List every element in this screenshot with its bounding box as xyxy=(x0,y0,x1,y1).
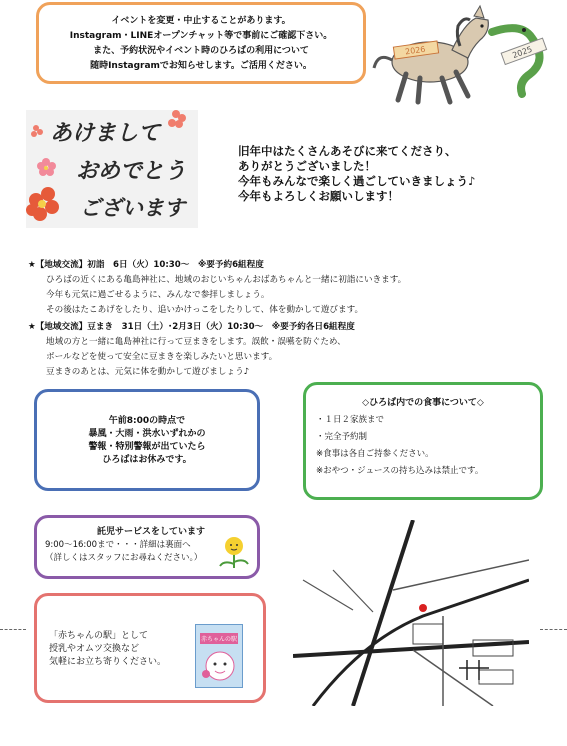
food-rules-title: ◇ひろば内での食事について◇ xyxy=(362,398,484,408)
greeting-line: 今年もよろしくお願いします！ xyxy=(238,189,399,203)
event-title: ★【地域交流】豆まき 31日（土）･2月3日（火）10:30～ ※要予約各日6組程度 xyxy=(28,322,355,332)
food-rule-item: ・完全予約制 xyxy=(316,432,368,442)
event-body xyxy=(28,335,548,380)
dandelion-icon xyxy=(214,534,254,570)
badge-title: 赤ちゃんの駅 xyxy=(200,633,238,644)
closure-line: 警報・特別警報が出ていたら xyxy=(88,442,206,452)
new-year-line-2: おめでとう xyxy=(76,158,187,184)
event-line: ひろばの近くにある亀島神社に、地域のおじいちゃんおばあちゃんと一緒に初詣にいきます。 xyxy=(46,275,407,285)
baby-face-icon xyxy=(196,644,244,688)
notice-box xyxy=(36,2,366,84)
childcare-line: 9:00～16:00まで・・・詳細は裏面へ xyxy=(45,540,191,550)
notice-line: 随時Instagramでお知らせします。ご活用ください。 xyxy=(90,61,312,71)
event-hatsumode xyxy=(28,258,548,318)
event-line: 地域の方と一緒に亀島神社に行って豆まきをします。誤飲・誤嚥を防ぐため、 xyxy=(46,337,346,347)
notice-line: Instagram・LINEオープンチャット等で事前にご確認下さい。 xyxy=(69,31,333,41)
greeting-text xyxy=(238,144,558,204)
baby-line: 気軽にお立ち寄りください。 xyxy=(49,657,167,667)
event-title: ★【地域交流】初詣 6日（火）10:30～ ※要予約6組程度 xyxy=(28,260,264,270)
notice-line: イベントを変更・中止することがあります。 xyxy=(111,16,291,26)
closure-line: ひろばはお休みです。 xyxy=(102,455,192,465)
horse-tag-2026: 2026 xyxy=(404,44,426,57)
event-line: ボールなどを使って安全に豆まきを楽しみたいと思います。 xyxy=(46,352,278,362)
baby-station-badge xyxy=(195,624,243,688)
weather-closure-box xyxy=(34,389,260,491)
event-body xyxy=(28,273,548,318)
new-year-line-3: ございます xyxy=(80,195,185,220)
baby-line: 「赤ちゃんの駅」として xyxy=(49,631,149,641)
new-year-line-1: あけまして xyxy=(50,120,161,146)
food-rule-item: ※食事は各自ご持参ください。 xyxy=(316,449,434,459)
childcare-title: 託児サービスをしています xyxy=(96,527,205,537)
greeting-line: 今年もみんなで楽しく過ごしていきましょう♪ xyxy=(238,174,476,188)
closure-line: 暴風・大雨・洪水いずれかの xyxy=(88,429,206,439)
food-rule-item: ・１日２家族まで xyxy=(316,415,385,425)
food-rules-box xyxy=(303,382,543,500)
event-line: 豆まきのあとは、元気に体を動かして遊びましょう♪ xyxy=(46,367,250,377)
closure-line: 午前8:00の時点で xyxy=(108,416,186,426)
divider xyxy=(540,629,567,630)
baby-line: 授乳やオムツ交換など xyxy=(49,644,140,654)
new-year-card xyxy=(26,110,198,228)
event-line: 今年も元気に過ごせるように、みんなで参拝しましょう。 xyxy=(46,290,270,300)
event-mamemaki xyxy=(28,320,548,380)
horse-illustration xyxy=(372,2,562,106)
notice-line: また、予約状況やイベント時のひろばの利用について xyxy=(93,46,309,56)
greeting-line: ありがとうございました！ xyxy=(238,159,376,173)
childcare-line: （詳しくはスタッフにお尋ねください。） xyxy=(45,553,203,563)
event-line: その後はたこあげをしたり、追いかけっこをしたりして、体を動かして遊びます。 xyxy=(46,305,364,315)
horse-tag-2025: 2025 xyxy=(511,44,534,61)
food-rule-item: ※おやつ・ジュースの持ち込みは禁止です。 xyxy=(316,466,484,476)
divider xyxy=(0,629,26,630)
greeting-line: 旧年中はたくさんあそびに来てくださり、 xyxy=(238,144,457,158)
location-map xyxy=(293,520,529,706)
